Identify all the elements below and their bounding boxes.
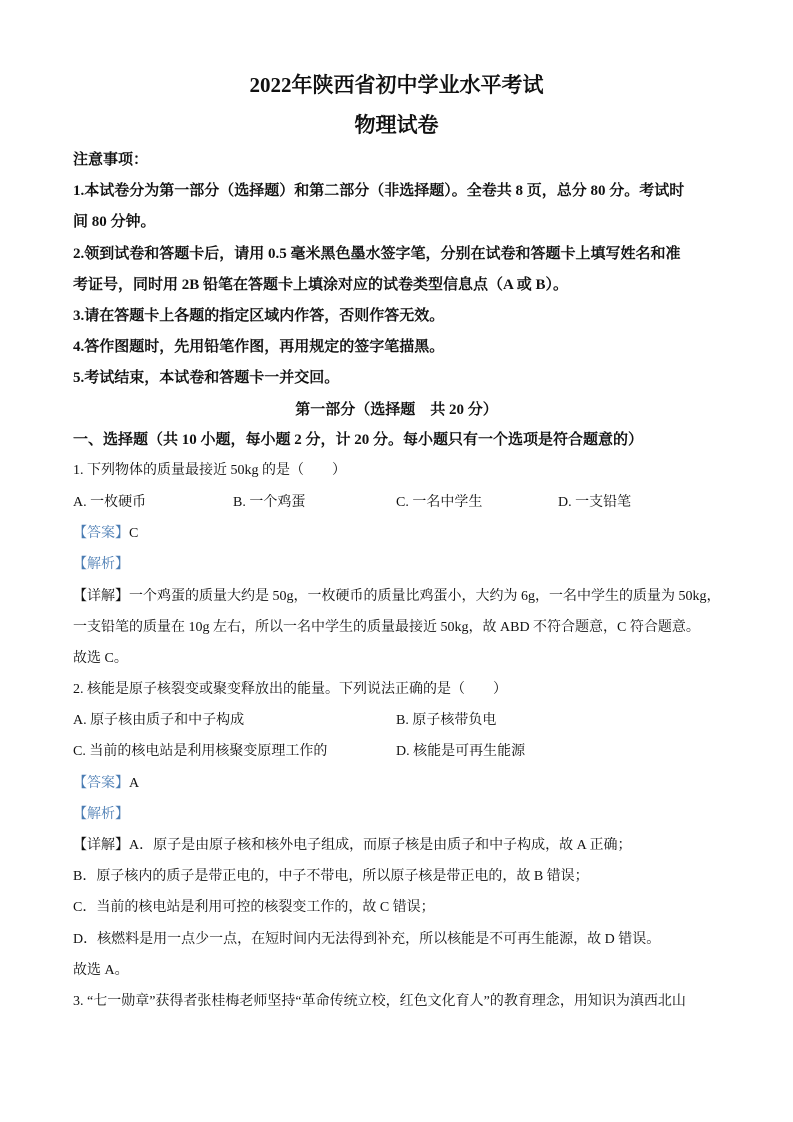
notice-item-3: 3.请在答题卡上各题的指定区域内作答，否则作答无效。 — [73, 308, 445, 324]
q1-analysis-tag: 【解析】 — [73, 557, 129, 572]
notice-item-2: 2.领到试卷和答题卡后，请用 0.5 毫米黑色墨水签字笔，分别在试卷和答题卡上填写姓名和准 — [73, 246, 681, 262]
notice-item-1: 1.本试卷分为第一部分（选择题）和第二部分（非选择题）。全卷共 8 页，总分 80 分。考试时 — [73, 183, 685, 199]
detail-text: A．原子是由原子核和核外电子组成，而原子核是由质子和中子构成，故 A 正确； — [129, 838, 632, 853]
q1-detail-1 — [73, 587, 721, 607]
notice-heading: 注意事项： — [73, 152, 149, 168]
q1-answer — [73, 524, 138, 544]
q2-analysis-tag: 【解析】 — [73, 807, 129, 822]
answer-tag: 【答案】 — [73, 776, 129, 791]
answer-value: A — [129, 776, 140, 791]
q1-option-d: D. 一支铅笔 — [558, 495, 632, 510]
question-2-stem: 2. 核能是原子核裂变或聚变释放出的能量。下列说法正确的是（ ） — [73, 682, 507, 697]
q2-option-a: A. 原子核由质子和中子构成 — [73, 713, 245, 728]
exam-title: 2022年陕西省初中学业水平考试 — [249, 73, 544, 97]
q1-option-a: A. 一枚硬币 — [73, 495, 147, 510]
q2-option-c: C. 当前的核电站是利用核聚变原理工作的 — [73, 744, 328, 759]
notice-item-1-cont: 间 80 分钟。 — [73, 214, 156, 230]
q2-option-b: B. 原子核带负电 — [396, 713, 497, 728]
exam-subtitle: 物理试卷 — [354, 113, 439, 137]
q2-answer — [73, 774, 139, 794]
q2-detail-2: B．原子核内的质子是带正电的，中子不带电，所以原子核是带正电的，故 B 错误； — [73, 869, 589, 884]
q1-option-b: B. 一个鸡蛋 — [233, 495, 306, 510]
answer-value: C — [129, 526, 139, 541]
detail-text: 一个鸡蛋的质量大约是 50g，一枚硬币的质量比鸡蛋小，大约为 6g，一名中学生的质量为 50kg， — [129, 589, 721, 604]
notice-item-4: 4.答作图题时，先用铅笔作图，再用规定的签字笔描黑。 — [73, 339, 445, 355]
q2-conclusion: 故选 A。 — [73, 963, 129, 978]
detail-tag: 【详解】 — [73, 589, 129, 604]
question-1-stem: 1. 下列物体的质量最接近 50kg 的是（ ） — [73, 463, 346, 478]
notice-item-2-cont: 考证号，同时用 2B 铅笔在答题卡上填涂对应的试卷类型信息点（A 或 B）。 — [73, 277, 569, 293]
notice-item-5: 5.考试结束，本试卷和答题卡一并交回。 — [73, 370, 340, 386]
answer-tag: 【答案】 — [73, 526, 129, 541]
detail-tag: 【详解】 — [73, 838, 129, 853]
section-heading: 一、选择题（共 10 小题，每小题 2 分，计 20 分。每小题只有一个选项是符合题意的） — [73, 432, 644, 448]
q1-option-c: C. 一名中学生 — [396, 495, 483, 510]
question-3-stem: 3. “七一勋章”获得者张桂梅老师坚持“革命传统立校，红色文化育人”的教育理念，用知识为滇西北山 — [73, 994, 686, 1009]
q2-option-d: D. 核能是可再生能源 — [396, 744, 526, 759]
q1-conclusion: 故选 C。 — [73, 651, 128, 666]
q2-detail-3: C．当前的核电站是利用可控的核裂变工作的，故 C 错误； — [73, 900, 435, 915]
part1-heading: 第一部分（选择题 共 20 分） — [295, 402, 498, 418]
q1-detail-2: 一支铅笔的质量在 10g 左右，所以一名中学生的质量最接近 50kg，故 ABD 不符合题意，C 符合题意。 — [73, 620, 700, 635]
q2-detail-4: D．核燃料是用一点少一点，在短时间内无法得到补充，所以核能是不可再生能源，故 D 错误。 — [73, 932, 661, 947]
q2-detail-1 — [73, 836, 631, 856]
